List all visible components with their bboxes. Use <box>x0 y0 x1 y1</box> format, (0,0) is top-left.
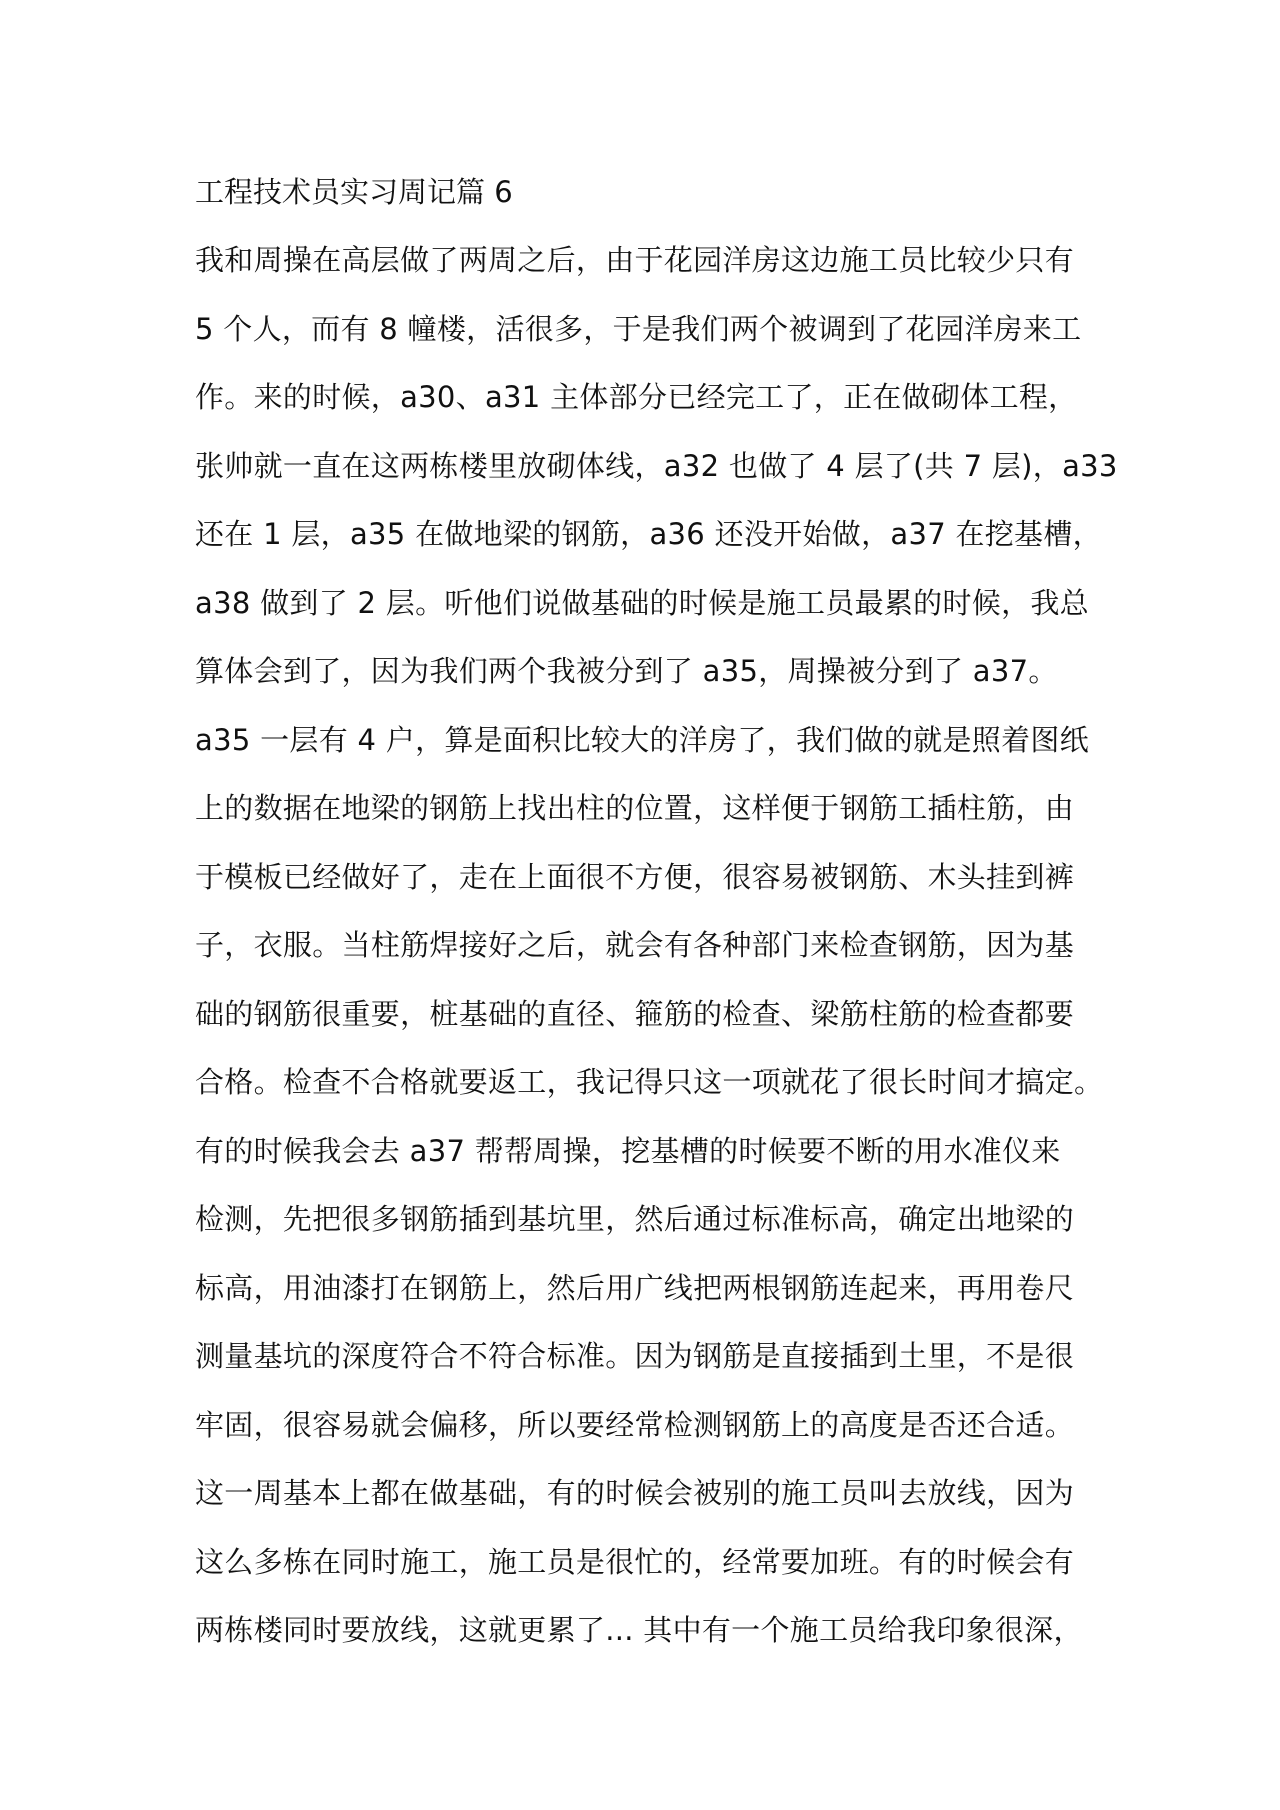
document-body <box>195 158 1118 1665</box>
text-line: a35 一层有 4 户，算是面积比较大的洋房了，我们做的就是照着图纸 <box>195 722 1089 757</box>
text-line: 两栋楼同时要放线，这就更累了... 其中有一个施工员给我印象很深， <box>195 1613 1083 1647</box>
text-line: 这么多栋在同时施工，施工员是很忙的，经常要加班。有的时候会有 <box>195 1544 1075 1579</box>
text-line: 5 个人，而有 8 幢楼，活很多，于是我们两个被调到了花园洋房来工 <box>195 311 1082 346</box>
text-line: 作。来的时候，a30、a31 主体部分已经完工了，正在做砌体工程， <box>195 380 1078 414</box>
text-line: 有的时候我会去 a37 帮帮周操，挖基槽的时候要不断的用水准仪来 <box>195 1133 1061 1168</box>
text-line: 础的钢筋很重要，桩基础的直径、箍筋的检查、梁筋柱筋的检查都要 <box>195 996 1075 1031</box>
text-line: 上的数据在地梁的钢筋上找出柱的位置，这样便于钢筋工插柱筋，由 <box>195 791 1075 825</box>
text-line: 我和周操在高层做了两周之后，由于花园洋房这边施工员比较少只有 <box>195 243 1075 277</box>
text-line: 牢固，很容易就会偏移，所以要经常检测钢筋上的高度是否还合适。 <box>195 1407 1075 1442</box>
text-line: 合格。检查不合格就要返工，我记得只这一项就花了很长时间才搞定。 <box>195 1065 1104 1099</box>
text-line: 还在 1 层，a35 在做地梁的钢筋，a36 还没开始做，a37 在挖基槽， <box>195 517 1102 551</box>
text-line: 于模板已经做好了，走在上面很不方便，很容易被钢筋、木头挂到裤 <box>195 859 1075 894</box>
document-title: 工程技术员实习周记篇 6 <box>195 175 513 209</box>
text-line: 张帅就一直在这两栋楼里放砌体线，a32 也做了 4 层了(共 7 层)，a33 <box>195 448 1118 483</box>
text-line: 子，衣服。当柱筋焊接好之后，就会有各种部门来检查钢筋，因为基 <box>195 928 1075 962</box>
text-line: 检测，先把很多钢筋插到基坑里，然后通过标准标高，确定出地梁的 <box>195 1202 1075 1236</box>
text-line: a38 做到了 2 层。听他们说做基础的时候是施工员最累的时候，我总 <box>195 585 1089 620</box>
text-line: 这一周基本上都在做基础，有的时候会被别的施工员叫去放线，因为 <box>195 1476 1075 1510</box>
text-line: 算体会到了，因为我们两个我被分到了 a35，周操被分到了 a37。 <box>195 654 1058 688</box>
text-line: 标高，用油漆打在钢筋上，然后用广线把两根钢筋连起来，再用卷尺 <box>195 1270 1075 1305</box>
text-line: 测量基坑的深度符合不符合标准。因为钢筋是直接插到土里，不是很 <box>195 1339 1075 1373</box>
